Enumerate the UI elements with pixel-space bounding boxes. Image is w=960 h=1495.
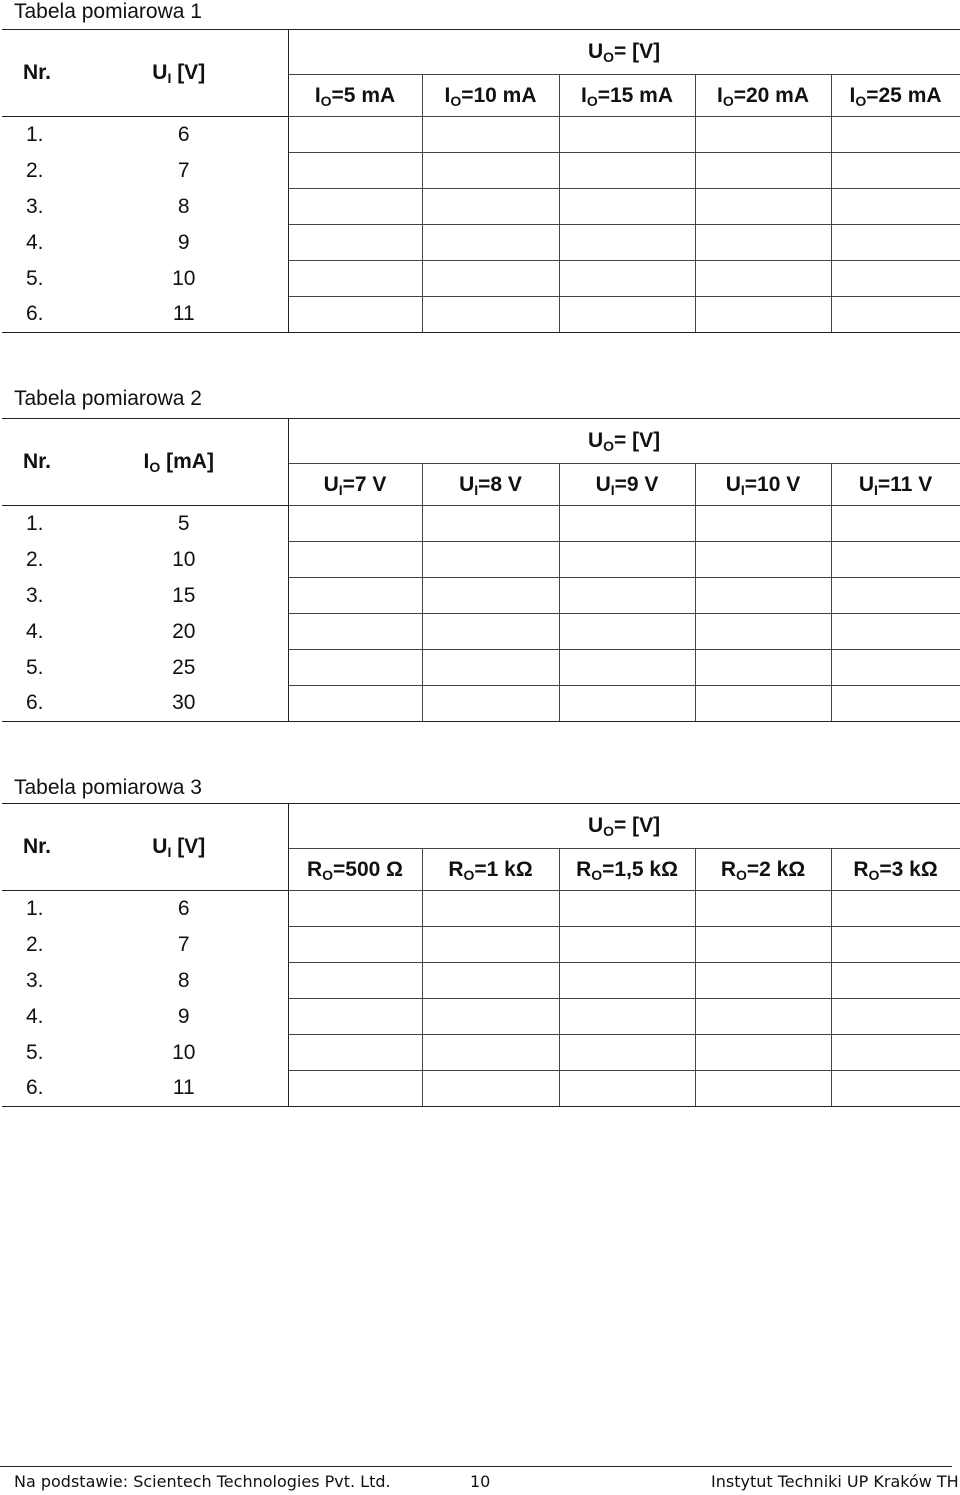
row-number: 4. [26,619,44,643]
measurement-cell[interactable] [559,225,695,261]
row-input-value: 7 [70,153,288,189]
measurement-cell[interactable] [831,963,960,999]
col-subscript: O [868,866,880,883]
table-row [2,1071,960,1107]
col-symbol: I [580,83,587,107]
measurement-cell[interactable] [422,189,559,225]
header-row [2,419,960,464]
var-subscript: O [149,459,161,475]
measurement-cell[interactable] [695,578,831,614]
row-input-value: 5 [70,506,288,542]
row-number: 3. [26,583,44,607]
col-subscript: I [338,481,343,498]
measurement-cell[interactable] [695,999,831,1035]
col-value: =7 V [342,472,387,496]
measurement-cell[interactable] [695,542,831,578]
col-value: =500 Ω [333,857,404,881]
group-subscript: O [603,49,614,65]
row-number: 4. [26,230,44,254]
measurement-cell[interactable] [559,1071,695,1107]
col-subscript: I [740,481,745,498]
measurement-cell[interactable] [422,650,559,686]
var-subscript: I [167,70,172,86]
measurement-cell[interactable] [831,225,960,261]
measurement-cell[interactable] [695,261,831,297]
row-input-value: 20 [70,614,288,650]
measurement-cell[interactable] [422,578,559,614]
row-number: 1. [26,511,44,535]
row-input-value: 6 [70,117,288,153]
measurement-cell[interactable] [559,927,695,963]
nr-header: Nr. [2,804,70,891]
column-header [831,849,960,891]
measurement-cell[interactable] [559,297,695,333]
column-header [559,75,695,117]
col-symbol: U [323,472,339,496]
group-subscript: O [603,438,614,454]
measurement-cell[interactable] [695,891,831,927]
col-subscript: O [591,866,603,883]
measurement-cell[interactable] [422,686,559,722]
measurement-cell[interactable] [831,542,960,578]
measurement-cell[interactable] [559,153,695,189]
row-input-value: 9 [70,999,288,1035]
column-header [288,849,422,891]
measurement-cell[interactable] [695,117,831,153]
column-header [288,75,422,117]
row-input-value: 7 [70,927,288,963]
col-symbol: I [716,83,723,107]
column-header [288,464,422,506]
col-subscript: O [586,92,598,109]
measurement-cell[interactable] [559,650,695,686]
col-value: =10 mA [461,83,537,107]
row-number: 6. [2,297,70,333]
col-value: =25 mA [866,83,942,107]
group-subscript: O [603,823,614,839]
input-variable-header [70,419,288,506]
group-symbol: U [587,40,604,63]
col-value: =5 mA [331,83,396,107]
var-symbol: I [143,450,150,473]
nr-header: Nr. [2,419,70,506]
nr-header: Nr. [2,30,70,117]
row-number: 5. [26,655,44,679]
measurement-cell[interactable] [831,297,960,333]
col-symbol: U [595,472,611,496]
table-row [2,153,960,189]
measurement-cell[interactable] [288,891,422,927]
table-row [2,542,960,578]
col-subscript: O [463,866,475,883]
measurement-cell[interactable] [559,261,695,297]
measurement-cell[interactable] [559,578,695,614]
measurement-cell[interactable] [288,1071,422,1107]
measurement-cell[interactable] [695,650,831,686]
measurement-cell[interactable] [695,1035,831,1071]
table-row [2,117,960,153]
column-header [831,75,960,117]
col-subscript: O [722,92,734,109]
column-header [422,75,559,117]
row-input-value: 8 [70,963,288,999]
measurement-table-2 [2,418,960,722]
measurement-cell[interactable] [422,117,559,153]
measurement-cell[interactable] [831,686,960,722]
measurement-cell[interactable] [831,999,960,1035]
measurement-cell[interactable] [422,1035,559,1071]
col-symbol: R [448,857,464,881]
row-number: 3. [26,194,44,218]
row-input-value: 11 [70,1071,288,1107]
col-symbol: I [444,83,451,107]
table-row [2,189,960,225]
measurement-table-3 [2,803,960,1107]
col-subscript: O [855,92,867,109]
measurement-cell[interactable] [422,963,559,999]
var-symbol: U [152,61,168,84]
column-header [422,464,559,506]
measurement-cell[interactable] [288,614,422,650]
measurement-cell[interactable] [559,686,695,722]
measurement-cell[interactable] [422,153,559,189]
measurement-cell[interactable] [288,189,422,225]
footer-page-number: 10 [470,1472,491,1491]
group-unit: = [V] [614,429,661,452]
measurement-cell[interactable] [559,506,695,542]
col-value: =1 kΩ [474,857,533,881]
col-value: =10 V [744,472,801,496]
group-unit: = [V] [614,814,661,837]
row-input-value: 11 [70,297,288,333]
output-group-header [288,419,960,464]
col-symbol: U [725,472,741,496]
measurement-cell[interactable] [422,1071,559,1107]
measurement-cell[interactable] [559,963,695,999]
measurement-cell[interactable] [559,999,695,1035]
measurement-cell[interactable] [288,963,422,999]
table-row [2,1035,960,1071]
var-unit: [mA] [160,450,214,473]
measurement-cell[interactable] [559,189,695,225]
col-value: =11 V [877,472,933,496]
table-row [2,578,960,614]
group-symbol: U [587,429,604,452]
table-2-caption: Tabela pomiarowa 2 [14,387,202,410]
measurement-cell[interactable] [288,117,422,153]
output-group-header [288,30,960,75]
measurement-cell[interactable] [831,189,960,225]
row-number: 4. [26,1004,44,1028]
table-row [2,686,960,722]
measurement-cell[interactable] [288,650,422,686]
measurement-cell[interactable] [831,614,960,650]
footer-divider [0,1466,952,1467]
measurement-cell[interactable] [559,542,695,578]
measurement-cell[interactable] [831,891,960,927]
measurement-cell[interactable] [695,963,831,999]
measurement-cell[interactable] [695,189,831,225]
measurement-cell[interactable] [422,999,559,1035]
table-row [2,999,960,1035]
measurement-cell[interactable] [695,506,831,542]
col-subscript: I [474,481,479,498]
input-variable-header [70,804,288,891]
measurement-cell[interactable] [559,891,695,927]
measurement-cell[interactable] [831,1035,960,1071]
col-value: =1,5 kΩ [602,857,678,881]
measurement-cell[interactable] [831,1071,960,1107]
row-number: 5. [26,266,44,290]
measurement-cell[interactable] [288,225,422,261]
measurement-cell[interactable] [422,225,559,261]
measurement-cell[interactable] [422,927,559,963]
col-value: =2 kΩ [746,857,806,881]
measurement-cell[interactable] [288,261,422,297]
var-unit: [V] [171,835,206,858]
col-subscript: O [735,866,747,883]
col-subscript: I [874,481,878,498]
column-header [695,464,831,506]
var-symbol: U [152,835,168,858]
row-number: 2. [26,932,44,956]
row-number: 1. [26,122,44,146]
measurement-cell[interactable] [422,261,559,297]
row-input-value: 30 [70,686,288,722]
output-group-header [288,804,960,849]
measurement-cell[interactable] [695,614,831,650]
input-variable-header [70,30,288,117]
measurement-cell[interactable] [422,542,559,578]
column-header [695,849,831,891]
measurement-cell[interactable] [695,686,831,722]
row-number: 2. [26,547,44,571]
col-value: =3 kΩ [879,857,938,881]
row-input-value: 15 [70,578,288,614]
measurement-cell[interactable] [288,297,422,333]
measurement-cell[interactable] [695,225,831,261]
row-input-value: 10 [70,261,288,297]
col-symbol: U [858,472,874,496]
row-number: 1. [26,896,44,920]
measurement-cell[interactable] [695,153,831,189]
table-row [2,614,960,650]
table-1-caption: Tabela pomiarowa 1 [14,0,202,23]
col-symbol: I [849,83,856,107]
column-header [559,849,695,891]
measurement-table-1 [2,29,960,333]
column-header [422,849,559,891]
measurement-cell[interactable] [559,614,695,650]
col-symbol: I [314,83,321,107]
col-symbol: R [853,857,869,881]
col-symbol: R [720,857,736,881]
measurement-cell[interactable] [831,650,960,686]
table-row [2,927,960,963]
measurement-cell[interactable] [831,927,960,963]
measurement-cell[interactable] [422,614,559,650]
measurement-cell[interactable] [422,506,559,542]
group-symbol: U [587,814,604,837]
measurement-cell[interactable] [831,578,960,614]
measurement-cell[interactable] [288,542,422,578]
row-input-value: 9 [70,225,288,261]
var-subscript: I [167,844,172,860]
col-value: =15 mA [597,83,674,107]
header-row [2,804,960,849]
col-subscript: O [450,92,462,109]
measurement-cell[interactable] [831,261,960,297]
row-number: 6. [2,686,70,722]
col-value: =8 V [478,472,522,496]
row-number: 2. [26,158,44,182]
measurement-cell[interactable] [288,578,422,614]
measurement-cell[interactable] [695,297,831,333]
table-row [2,891,960,927]
table-3-caption: Tabela pomiarowa 3 [14,776,202,799]
group-unit: = [V] [614,40,661,63]
col-value: =9 V [614,472,659,496]
col-subscript: O [322,866,334,883]
table-row [2,963,960,999]
measurement-cell[interactable] [288,999,422,1035]
table-row [2,297,960,333]
var-unit: [V] [171,61,206,84]
measurement-cell[interactable] [422,891,559,927]
col-symbol: R [306,857,323,881]
row-number: 6. [2,1071,70,1107]
measurement-cell[interactable] [288,153,422,189]
measurement-cell[interactable] [559,1035,695,1071]
row-input-value: 10 [70,542,288,578]
measurement-cell[interactable] [288,506,422,542]
table-row [2,506,960,542]
footer-source: Na podstawie: Scientech Technologies Pvt. Ltd. [14,1472,391,1491]
row-input-value: 25 [70,650,288,686]
column-header [831,464,960,506]
row-input-value: 6 [70,891,288,927]
col-value: =20 mA [733,83,810,107]
row-number: 3. [26,968,44,992]
measurement-cell[interactable] [831,117,960,153]
measurement-cell[interactable] [695,1071,831,1107]
row-input-value: 10 [70,1035,288,1071]
col-symbol: U [459,472,475,496]
row-number: 5. [26,1040,44,1064]
measurement-cell[interactable] [559,117,695,153]
column-header [559,464,695,506]
row-input-value: 8 [70,189,288,225]
col-subscript: I [610,481,615,498]
table-row [2,650,960,686]
measurement-cell[interactable] [288,1035,422,1071]
measurement-cell[interactable] [288,927,422,963]
col-symbol: R [576,857,592,881]
column-header [695,75,831,117]
table-row [2,261,960,297]
table-row [2,225,960,261]
header-row [2,30,960,75]
measurement-cell[interactable] [831,506,960,542]
col-subscript: O [320,92,332,109]
measurement-cell[interactable] [695,927,831,963]
measurement-cell[interactable] [831,153,960,189]
footer-institute: Instytut Techniki UP Kraków TH [711,1472,959,1491]
measurement-cell[interactable] [422,297,559,333]
measurement-cell[interactable] [288,686,422,722]
